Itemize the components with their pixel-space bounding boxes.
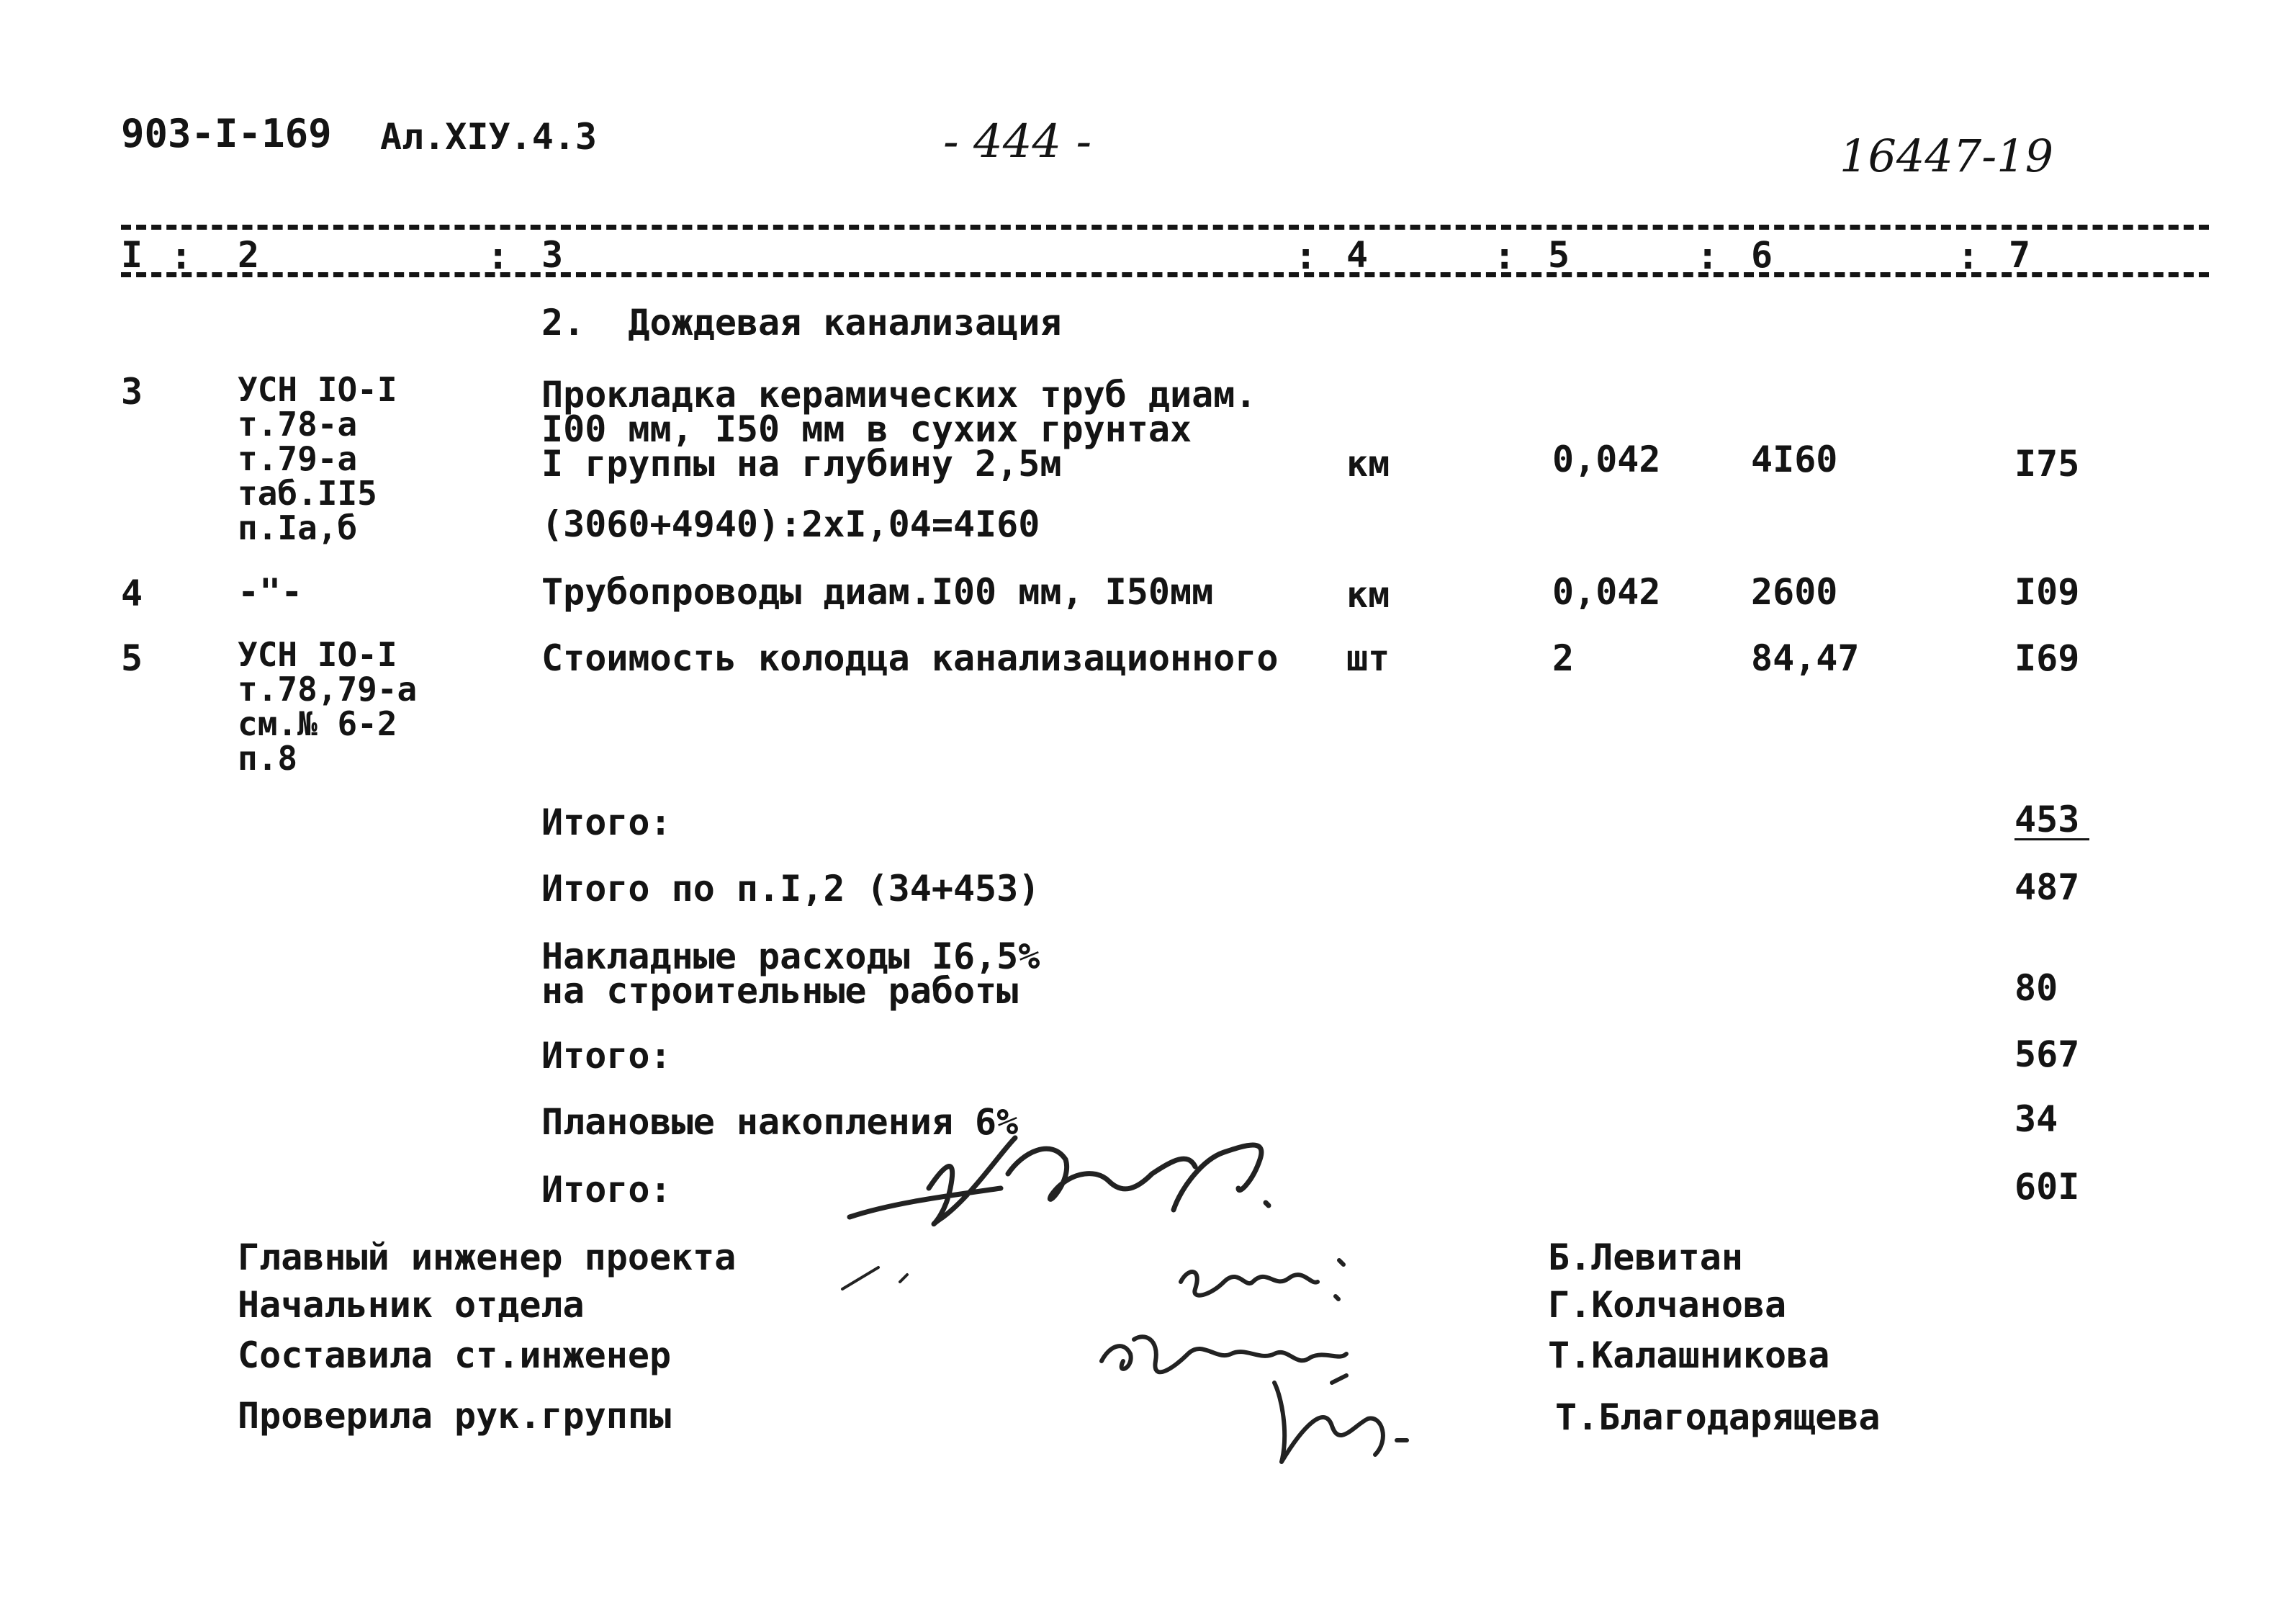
summary-label: Итого по п.I,2 (34+453) — [541, 868, 1040, 910]
summary-value: 60I — [2014, 1166, 2080, 1208]
signature-engineer-checker — [1094, 1318, 1440, 1476]
doc-code: 903-I-169 — [121, 111, 332, 156]
summary-label: Итого: — [541, 1169, 672, 1211]
column-header-5: 5 — [1548, 234, 1570, 276]
column-separator: : — [1957, 235, 1980, 278]
row-description-line: Прокладка керамических труб диам. — [541, 374, 1257, 416]
row-unit-price: 84,47 — [1751, 637, 1860, 679]
row-quantity: 0,042 — [1552, 571, 1661, 613]
column-separator: : — [1696, 235, 1719, 278]
row-unit: км — [1346, 574, 1390, 616]
row-description-line: Стоимость колодца канализационного — [541, 637, 1279, 679]
page-number: - 444 - — [943, 115, 1092, 169]
row-code-line: п.8 — [238, 739, 298, 778]
summary-value: 34 — [2014, 1098, 2058, 1140]
row-number: 3 — [121, 371, 143, 413]
summary-label: Итого: — [541, 1035, 672, 1077]
row-code-line: УСН IO-I — [238, 370, 397, 409]
summary-value: 567 — [2014, 1033, 2080, 1075]
row-number: 4 — [121, 573, 143, 614]
summary-value: 80 — [2014, 967, 2058, 1009]
signatory-role: Начальник отдела — [238, 1284, 585, 1326]
row-quantity: 0,042 — [1552, 439, 1661, 480]
summary-label: Накладные расходы I6,5% — [541, 935, 1040, 977]
signatory-name: Т.Благодарящева — [1555, 1396, 1881, 1438]
summary-label: Плановые накопления 6% — [541, 1101, 1019, 1143]
column-separator: : — [1295, 235, 1318, 278]
row-unit-price: 2600 — [1751, 571, 1838, 613]
row-description-line: I00 мм, I50 мм в сухих грунтах — [541, 408, 1192, 450]
column-separator: : — [1493, 235, 1516, 278]
signatory-role: Составила ст.инженер — [238, 1334, 672, 1376]
row-description-line: Трубопроводы диам.I00 мм, I50мм — [541, 571, 1214, 613]
summary-value: 453 — [2014, 801, 2089, 840]
signature-head-of-department — [1166, 1239, 1382, 1325]
summary-label: Итого: — [541, 802, 672, 843]
row-code-line: УСН IO-I — [238, 635, 397, 674]
album-number: Ал.XIУ.4.3 — [380, 116, 598, 158]
column-separator: : — [487, 235, 510, 278]
signatory-name: Б.Левитан — [1548, 1236, 1743, 1278]
section-title: 2. Дождевая канализация — [541, 302, 1062, 344]
column-header-2: 2 — [238, 234, 260, 276]
column-header-3: 3 — [541, 234, 564, 276]
signatory-name: Г.Колчанова — [1548, 1284, 1787, 1326]
header-bottom-rule — [121, 272, 2209, 277]
row-calculation: (3060+4940):2хI,04=4I60 — [541, 503, 1040, 545]
signatory-name: Т.Калашникова — [1548, 1334, 1830, 1376]
row-unit: км — [1346, 443, 1390, 485]
signatory-role: Проверила рук.группы — [238, 1395, 672, 1437]
row-quantity: 2 — [1552, 637, 1575, 679]
row-code-line: таб.II5 — [238, 474, 377, 513]
row-code-line: т.78,79-а — [238, 670, 418, 709]
column-header-6: 6 — [1751, 234, 1773, 276]
row-code-line: т.78-а — [238, 405, 358, 444]
row-code-line: п.Iа,б — [238, 508, 358, 547]
row-code-line: см.№ 6-2 — [238, 704, 397, 743]
signatory-role: Главный инженер проекта — [238, 1236, 737, 1278]
reference-number: 16447-19 — [1840, 130, 2054, 182]
header-top-rule — [121, 225, 2209, 230]
row-total: I69 — [2014, 637, 2080, 679]
row-unit: шт — [1346, 637, 1390, 679]
column-header-7: 7 — [2009, 234, 2031, 276]
row-unit-price: 4I60 — [1751, 439, 1838, 480]
row-total: I09 — [2014, 571, 2080, 613]
row-code-line: т.79-а — [238, 439, 358, 478]
column-header-1: I — [121, 234, 143, 276]
summary-value: 487 — [2014, 866, 2080, 908]
row-total: I75 — [2014, 443, 2080, 485]
column-header-4: 4 — [1346, 234, 1369, 276]
row-description-line: I группы на глубину 2,5м — [541, 443, 1062, 485]
row-code-line: -"- — [238, 571, 303, 613]
column-separator: : — [170, 235, 193, 278]
row-number: 5 — [121, 637, 143, 679]
summary-label: на строительные работы — [541, 970, 1019, 1012]
